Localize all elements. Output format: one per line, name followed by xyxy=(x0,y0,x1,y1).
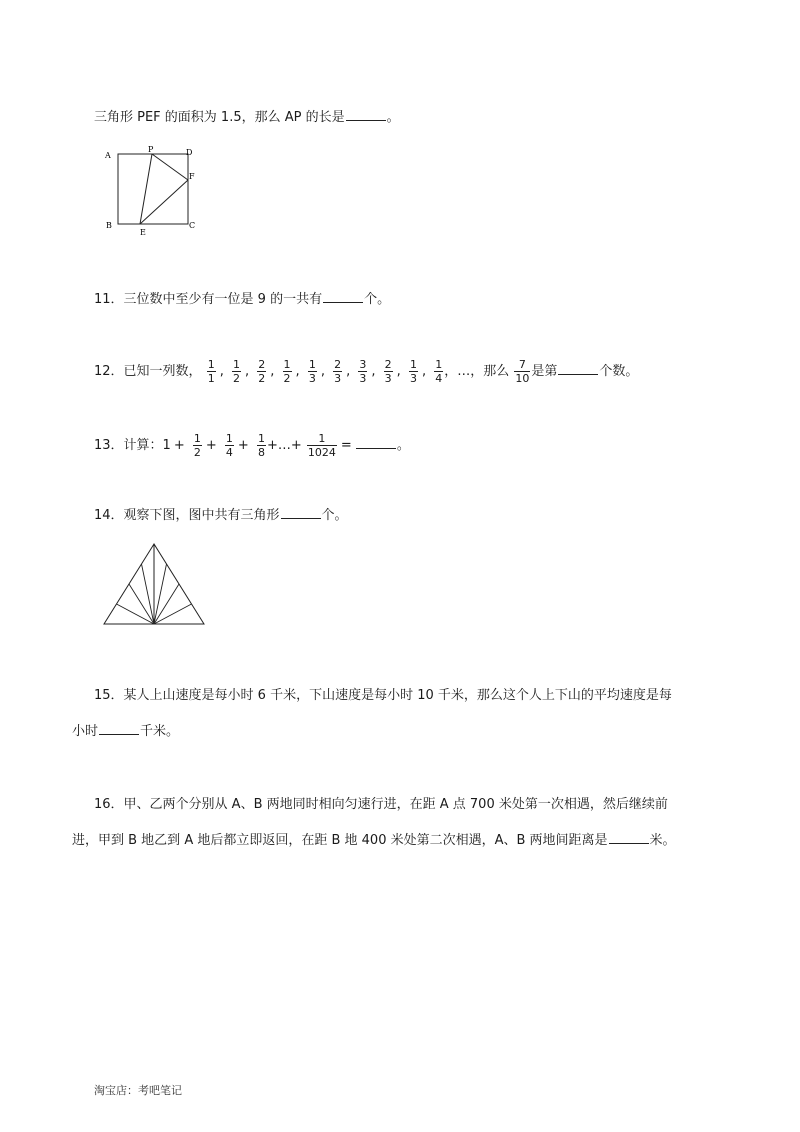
segment-pf xyxy=(152,154,188,180)
series-fraction: $\frac{1}{8}$ xyxy=(257,432,265,459)
sequence-fraction: $\frac{2}{2}$ xyxy=(258,358,266,385)
q12-line: 12．已知一列数， $\frac{1}{1}$ , $\frac{1}{2}$ , $\frac{2}{2}$ , $\frac{1}{2}$ , $\frac{1}{3}$ , $\frac{2}{3}$ , $\frac{3}{3}$ , $\frac{2}{3}$ , $\frac{1}{3}$ , $\frac{1}{4}$ ，…，那么 $\frac{7}{10}$ 是第 个数。 xyxy=(94,358,639,385)
q13-label: 13．计算： xyxy=(94,438,163,453)
label-b: B xyxy=(106,221,112,230)
q11-text: 11．三位数中至少有一位是 9 的一共有 xyxy=(94,292,323,307)
sequence-fraction: $\frac{3}{3}$ xyxy=(359,358,367,385)
series-fraction: $\frac{1}{2}$ xyxy=(193,432,201,459)
answer-blank xyxy=(356,436,396,449)
footer-shop-name: 淘宝店：考吧笔记 xyxy=(94,1084,182,1097)
sequence-fraction: $\frac{2}{3}$ xyxy=(384,358,392,385)
sequence-fraction: $\frac{1}{4}$ xyxy=(435,358,443,385)
label-p: P xyxy=(148,145,154,154)
q12-text: 12．已知一列数， xyxy=(94,364,202,379)
q16-line2: 进，甲到 B 地乙到 A 地后都立即返回，在距 B 地 400 米处第二次相遇，A、B 两地间距离是 米。 xyxy=(72,833,676,848)
q15-line1: 15．某人上山速度是每小时 6 千米，下山速度是每小时 10 千米，那么这个人上下山的平均速度是每 xyxy=(94,688,672,703)
label-a: A xyxy=(105,151,111,160)
answer-blank xyxy=(609,831,649,844)
square-figure xyxy=(100,140,210,240)
q10-text: 三角形 PEF 的面积为 1.5，那么 AP 的长是 xyxy=(94,110,345,125)
answer-blank xyxy=(346,108,386,121)
q13-line: 13．计算：1 + $\frac{1}{2}$ + $\frac{1}{4}$ + $\frac{1}{8}$ +…+ $\frac{1}{1024}$ = 。 xyxy=(94,432,410,459)
answer-blank xyxy=(281,506,321,519)
answer-blank xyxy=(558,362,598,375)
q14-line: 14．观察下图，图中共有三角形 个。 xyxy=(94,508,348,523)
q15-line2: 小时 千米。 xyxy=(72,724,180,739)
ray-left xyxy=(117,604,155,624)
sequence-fraction: $\frac{1}{3}$ xyxy=(409,358,417,385)
series-fraction: $\frac{1}{4}$ xyxy=(225,432,233,459)
q11-line: 11．三位数中至少有一位是 9 的一共有 个。 xyxy=(94,292,391,307)
sequence-fraction: $\frac{2}{3}$ xyxy=(334,358,342,385)
triangle-figure xyxy=(100,540,210,630)
ray-right xyxy=(154,604,192,624)
sequence-fraction: $\frac{1}{2}$ xyxy=(283,358,291,385)
sequence-fraction: $\frac{1}{3}$ xyxy=(308,358,316,385)
ray-right xyxy=(154,564,167,624)
label-c: C xyxy=(189,221,196,230)
segment-pe xyxy=(140,154,152,224)
sequence-fraction: $\frac{1}{1}$ xyxy=(207,358,215,385)
sequence-fraction: $\frac{1}{2}$ xyxy=(232,358,240,385)
label-f: F xyxy=(189,172,195,181)
answer-blank xyxy=(99,722,139,735)
label-e: E xyxy=(140,228,146,237)
label-d: D xyxy=(186,148,193,157)
target-fraction: $\frac{7}{10}$ xyxy=(515,358,530,385)
answer-blank xyxy=(323,290,363,303)
q16-line1: 16．甲、乙两个分别从 A、B 两地同时相向匀速行进，在距 A 点 700 米处第一次相遇，然后继续前 xyxy=(94,797,668,812)
segment-fe xyxy=(140,180,188,224)
ray-left xyxy=(142,564,155,624)
q14-text: 14．观察下图，图中共有三角形 xyxy=(94,508,280,523)
q10-line: 三角形 PEF 的面积为 1.5，那么 AP 的长是 。 xyxy=(94,110,400,125)
series-last-fraction: $\frac{1}{1024}$ xyxy=(307,432,336,459)
